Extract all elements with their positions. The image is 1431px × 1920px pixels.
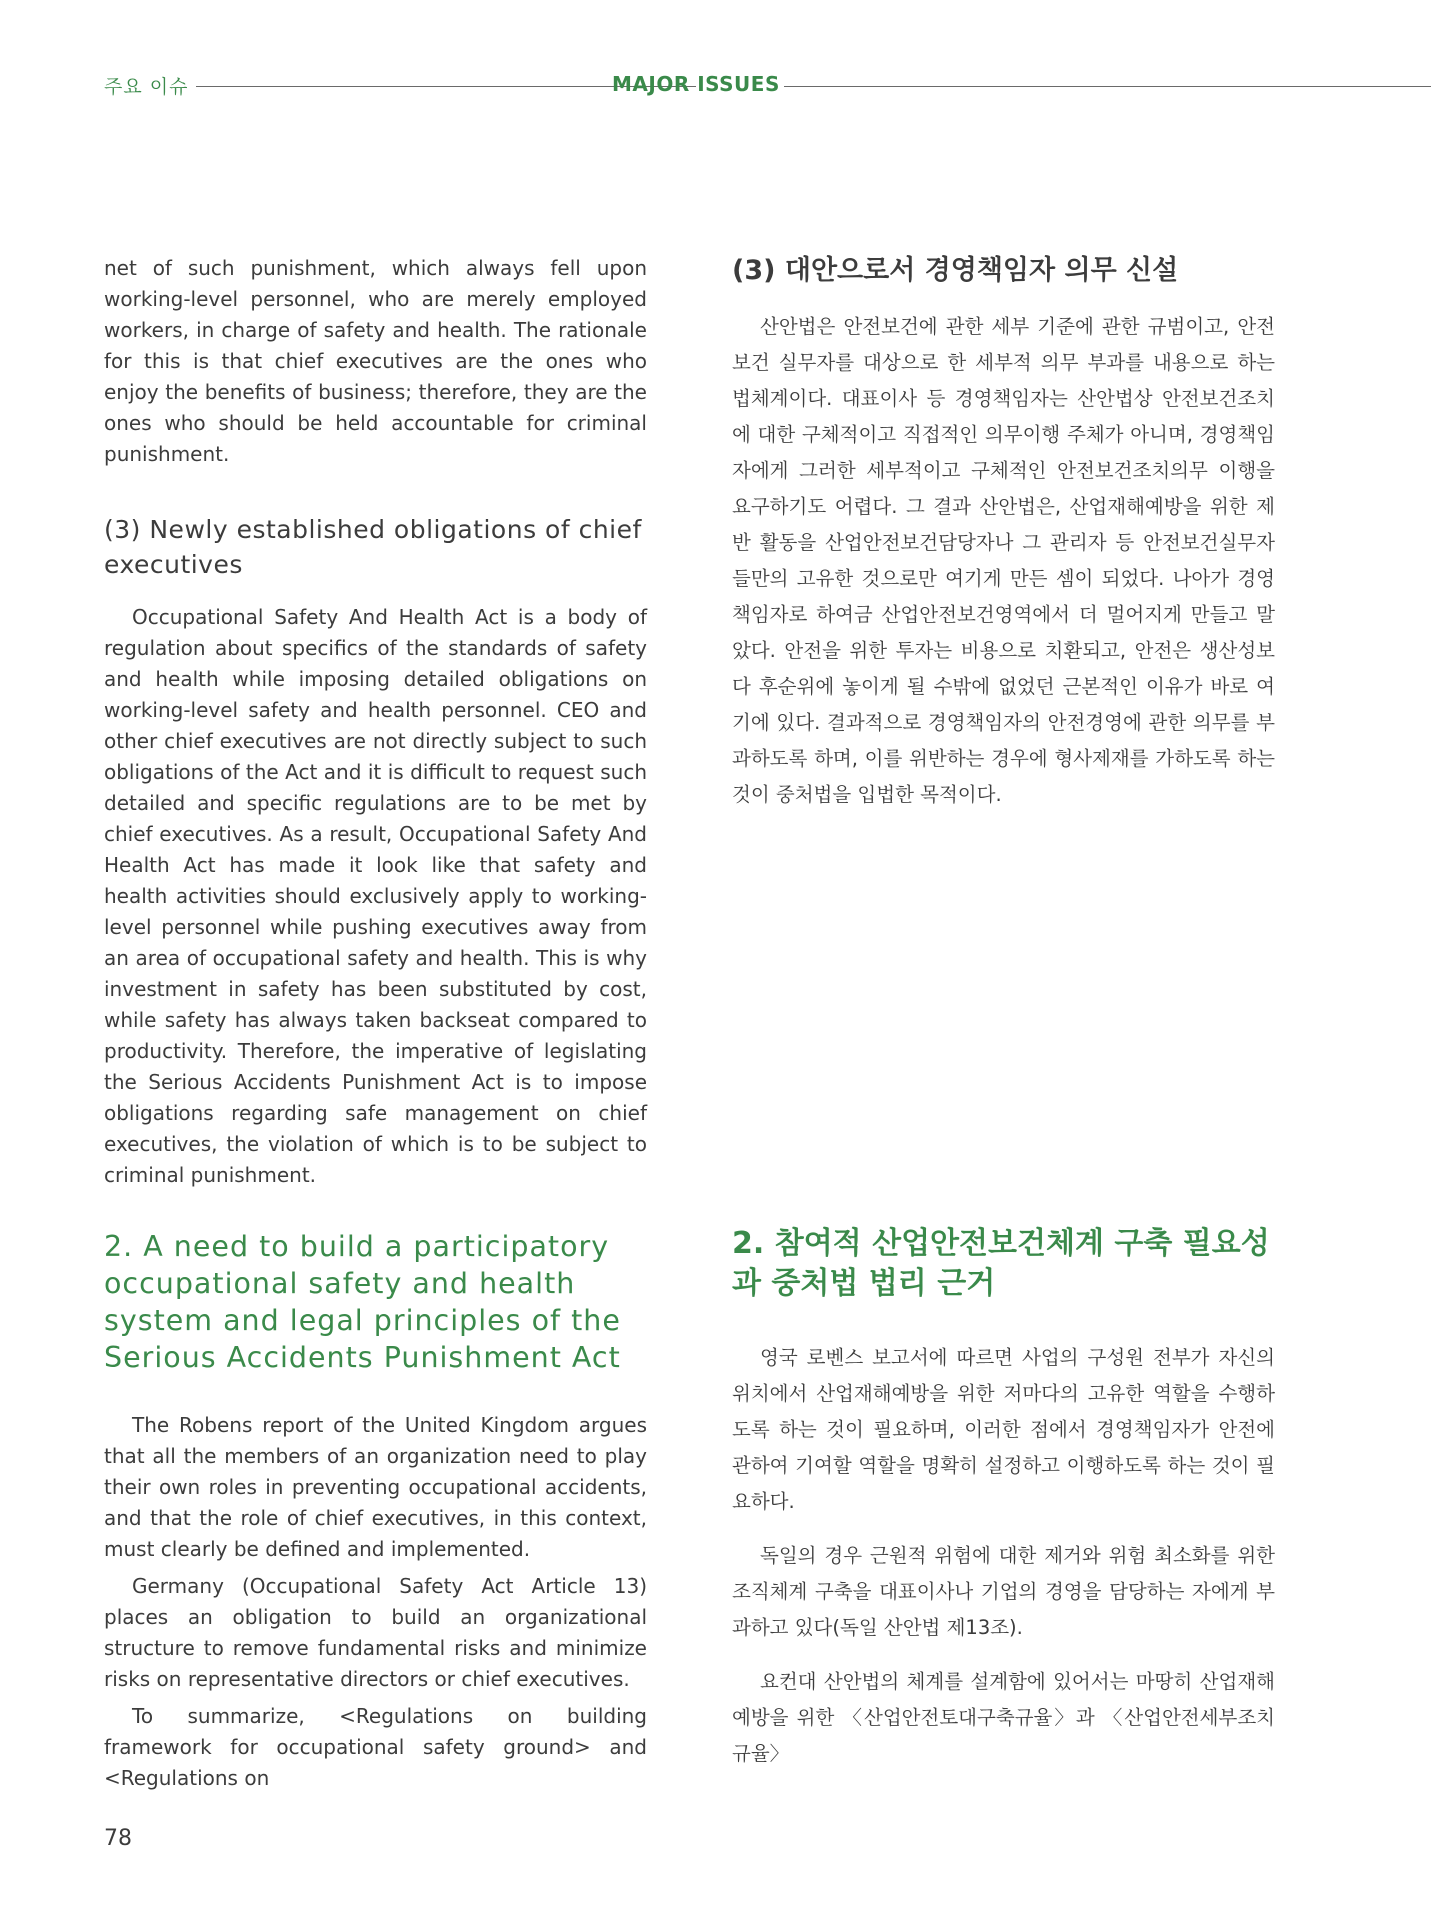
paragraph: 독일의 경우 근원적 위험에 대한 제거와 위험 최소화를 위한 조직체계 구축을 대표이사나 기업의 경영을 담당하는 자에게 부과하고 있다(독일 산안법 제13조). (732, 1544, 1275, 1639)
subsection-heading: (3) Newly established obligations of chief executives (104, 515, 642, 579)
paragraph: Occupational Safety And Health Act is a body of regulation about specifics of the standards of safety and health while imposing detailed obligations on working-level safety and health personnel. CEO and other chief executives are not directly subject to such obligations of the Act and it is difficult to request such detailed and specific regulations are to be met by chief executives. As a result, Occupational Safety And Health Act has made it look like that safety and health activities should exclusively apply to working-level personnel while pushing executives away from an area of occupational safety and health. This is why investment in safety has been substituted by cost, while safety has always taken backseat compared to productivity. Therefore, the imperative of legislating the Serious Accidents Punishment Act is to impose obligations regarding safe management on chief executives, the violation of which is to be subject to criminal punishment. (104, 605, 647, 1187)
section-heading: 2. 참여적 산업안전보건체계 구축 필요성과 중처법 법리 근거 (732, 1226, 1270, 1301)
paragraph: 요컨대 산안법의 체계를 설계함에 있어서는 마땅히 산업재해예방을 위한 〈산업안전토대구축규율〉과 〈산업안전세부조치규율〉 (732, 1670, 1275, 1765)
header-title: MAJOR ISSUES (612, 72, 780, 96)
paragraph: 산안법은 안전보건에 관한 세부 기준에 관한 규범이고, 안전보건 실무자를 대상으로 한 세부적 의무 부과를 내용으로 하는 법체계이다. 대표이사 등 경영책임자는 산안법상 안전보건조치에 대한 구체적이고 직접적인 의무이행 주체가 아니며, 경영책임자에게 그러한 세부적이고 구체적인 안전보건조치의무 이행을 요구하기도 어렵다. 그 결과 산안법은, 산업재해예방을 위한 제반 활동을 산업안전보건담당자나 그 관리자 등 안전보건실무자들만의 고유한 것으로만 여기게 만든 셈이 되었다. 나아가 경영책임자로 하여금 산업안전보건영역에서 더 멀어지게 만들고 말았다. 안전을 위한 투자는 비용으로 치환되고, 안전은 생산성보다 후순위에 놓이게 될 수밖에 없었던 근본적인 이유가 바로 여기에 있다. 결과적으로 경영책임자의 안전경영에 관한 의무를 부과하도록 하며, 이를 위반하는 경우에 형사제재를 가하도록 하는 것이 중처법을 입법한 목적이다. (732, 315, 1275, 806)
subsection-heading: (3) 대안으로서 경영책임자 의무 신설 (732, 255, 1179, 286)
korean-column-top (732, 253, 1275, 813)
korean-column-bottom (732, 1224, 1275, 1772)
paragraph: net of such punishment, which always fell upon working-level personnel, who are merely employed workers, in charge of safety and health. The rationale for this is that chief executives are the ones who enjoy the benefits of business; therefore, they are the ones who should be held accountable for criminal punishment. (104, 256, 647, 466)
paragraph: Germany (Occupational Safety Act Article 13) places an obligation to build an organizational structure to remove fundamental risks and minimize risks on representative directors or chief executives. (104, 1574, 647, 1691)
english-column-bottom (104, 1228, 647, 1794)
header-section-label: 주요 이슈 (104, 76, 189, 98)
header-rule (784, 86, 1431, 87)
paragraph: To summarize, <Regulations on building framework for occupational safety ground> and <Regulations on (104, 1704, 647, 1790)
section-heading: 2. A need to build a participatory occupational safety and health system and legal principles of the Serious Accidents Punishment Act (104, 1230, 621, 1374)
paragraph: The Robens report of the United Kingdom argues that all the members of an organization need to play their own roles in preventing occupational accidents, and that the role of chief executives, in this context, must clearly be defined and implemented. (104, 1413, 647, 1561)
running-header (104, 72, 1431, 102)
paragraph: 영국 로벤스 보고서에 따르면 사업의 구성원 전부가 자신의 위치에서 산업재해예방을 위한 저마다의 고유한 역할을 수행하도록 하는 것이 필요하며, 이러한 점에서 경영책임자가 안전에 관하여 기여할 역할을 명확히 설정하고 이행하도록 하는 것이 필요하다. (732, 1346, 1275, 1513)
english-column-top (104, 253, 647, 1191)
page-number: 78 (104, 1826, 132, 1851)
